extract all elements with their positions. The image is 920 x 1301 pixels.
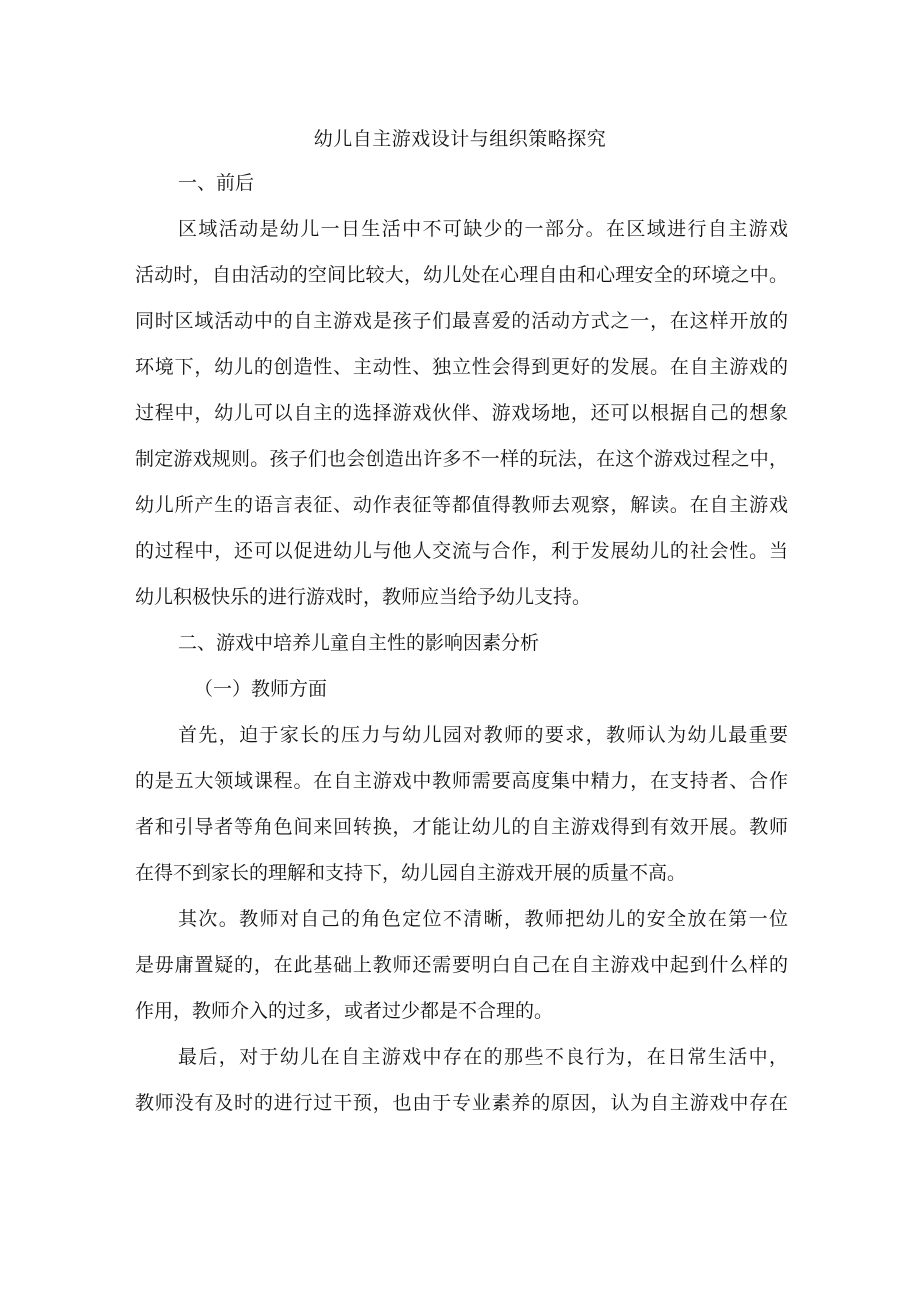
section-heading: 一、前后: [178, 172, 255, 194]
paragraph-line: 幼儿积极快乐的进行游戏时，教师应当给予幼儿支持。: [135, 586, 592, 608]
paragraph-line: 过程中，幼儿可以自主的选择游戏伙伴、游戏场地，还可以根据自己的想象: [135, 402, 788, 424]
paragraph-line: 幼儿所产生的语言表征、动作表征等都值得教师去观察，解读。在自主游戏: [135, 494, 788, 516]
paragraph-line: 同时区域活动中的自主游戏是孩子们最喜爱的活动方式之一，在这样开放的: [135, 310, 788, 332]
paragraph-line: 环境下，幼儿的创造性、主动性、独立性会得到更好的发展。在自主游戏的: [135, 356, 788, 378]
paragraph-line: 是毋庸置疑的，在此基础上教师还需要明白自己在自主游戏中起到什么样的: [135, 954, 788, 976]
section-heading: 二、游戏中培养儿童自主性的影响因素分析: [178, 632, 540, 654]
paragraph-line: 制定游戏规则。孩子们也会创造出许多不一样的玩法，在这个游戏过程之中，: [135, 448, 788, 470]
paragraph-line: 最后，对于幼儿在自主游戏中存在的那些不良行为，在日常生活中，: [178, 1046, 788, 1068]
paragraph-line: 教师没有及时的进行过干预，也由于专业素养的原因，认为自主游戏中存在: [135, 1092, 788, 1114]
paragraph-line: 其次。教师对自己的角色定位不清晰，教师把幼儿的安全放在第一位: [178, 908, 788, 930]
paragraph-line: 区域活动是幼儿一日生活中不可缺少的一部分。在区域进行自主游戏: [178, 218, 788, 240]
paragraph-line: 的过程中，还可以促进幼儿与他人交流与合作，利于发展幼儿的社会性。当: [135, 540, 788, 562]
paragraph-line: 的是五大领域课程。在自主游戏中教师需要高度集中精力，在支持者、合作: [135, 770, 788, 792]
paragraph-line: 者和引导者等角色间来回转换，才能让幼儿的自主游戏得到有效开展。教师: [135, 816, 788, 838]
paragraph-line: 作用，教师介入的过多，或者过少都是不合理的。: [135, 1000, 554, 1022]
subsection-heading: （一）教师方面: [194, 678, 328, 700]
paragraph-line: 首先，迫于家长的压力与幼儿园对教师的要求，教师认为幼儿最重要: [178, 724, 788, 746]
paragraph-line: 活动时，自由活动的空间比较大，幼儿处在心理自由和心理安全的环境之中。: [135, 264, 788, 286]
document-title: 幼儿自主游戏设计与组织策略探究: [313, 128, 607, 150]
paragraph-line: 在得不到家长的理解和支持下，幼儿园自主游戏开展的质量不高。: [135, 862, 687, 884]
